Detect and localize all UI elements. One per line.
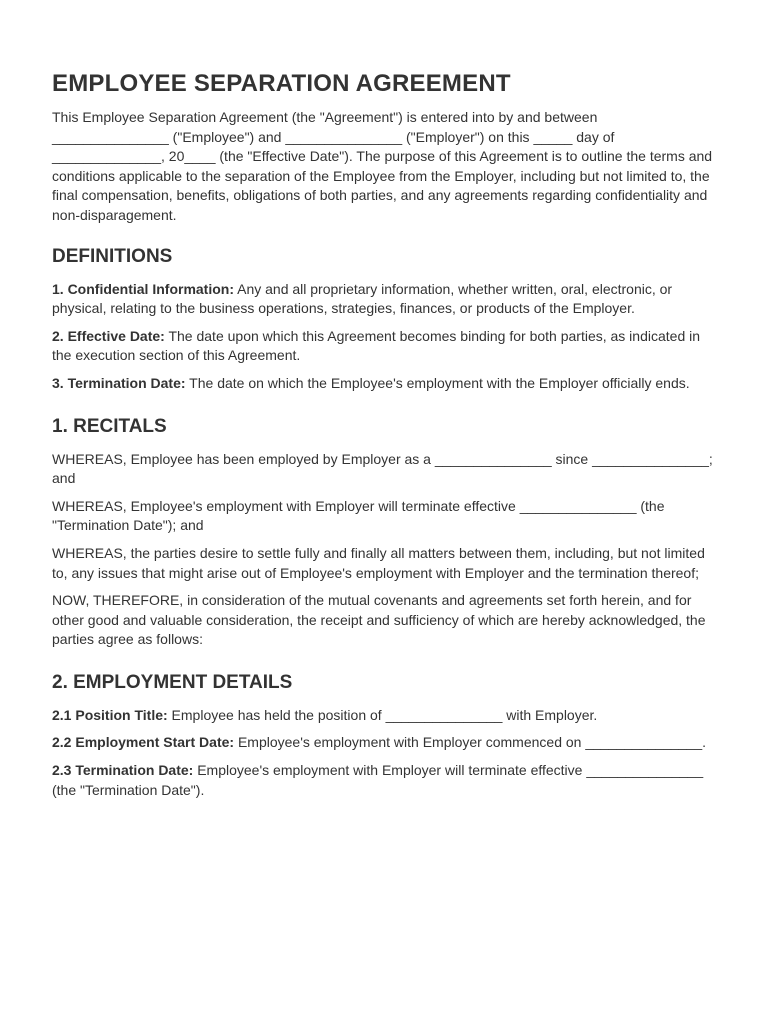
employment-item bbox=[52, 761, 718, 800]
recital-paragraph: WHEREAS, Employee's employment with Employer will terminate effective _______________ (the "Termination Date"); and bbox=[52, 497, 665, 534]
employment-heading: 2. EMPLOYMENT DETAILS bbox=[52, 671, 293, 693]
employment-term: 2.3 Termination Date: bbox=[52, 762, 194, 779]
definition-item bbox=[52, 280, 718, 319]
employment-text: Employee's employment with Employer commenced on _______________. bbox=[234, 734, 707, 751]
recitals-heading: 1. RECITALS bbox=[52, 415, 167, 437]
definitions-heading: DEFINITIONS bbox=[52, 245, 173, 267]
recital-paragraph: NOW, THEREFORE, in consideration of the mutual covenants and agreements set forth herein, and for other good and valuable consideration, the receipt and sufficiency of which are hereby acknowledged, the parties agree as follows: bbox=[52, 592, 706, 648]
definition-text: The date upon which this Agreement becomes binding for both parties, as indicated in the execution section of this Agreement. bbox=[52, 327, 701, 364]
recital-paragraph: WHEREAS, the parties desire to settle fully and finally all matters between them, including, but not limited to, any issues that might arise out of Employee's employment with Employer and the termination thereof; bbox=[52, 544, 705, 581]
employment-term: 2.2 Employment Start Date: bbox=[52, 734, 235, 751]
employment-text: Employee's employment with Employer will terminate effective _______________ (the "Termination Date"). bbox=[52, 762, 704, 798]
definition-term: 1. Confidential Information: bbox=[52, 280, 234, 297]
definition-item bbox=[52, 374, 718, 394]
document-title: EMPLOYEE SEPARATION AGREEMENT bbox=[52, 70, 511, 97]
definition-text: The date on which the Employee's employment with the Employer officially ends. bbox=[185, 374, 690, 391]
employment-term: 2.1 Position Title: bbox=[52, 706, 168, 723]
definition-term: 2. Effective Date: bbox=[52, 327, 165, 344]
definition-text: Any and all proprietary information, whether written, oral, electronic, or physical, relating to the business operations, strategies, finances, or products of the Employer. bbox=[52, 280, 673, 317]
employment-item bbox=[52, 706, 718, 726]
definition-term: 3. Termination Date: bbox=[52, 374, 186, 391]
employment-item bbox=[52, 733, 718, 753]
recital-paragraph: WHEREAS, Employee has been employed by Employer as a _______________ since _______________; and bbox=[52, 450, 713, 487]
intro-paragraph: This Employee Separation Agreement (the "Agreement") is entered into by and between _______________ ("Employee") and _______________ ("Employer") on this _____ day of ______________, 20____ (the "Effective Date"). The purpose of this Agreement is to outline the terms and conditions applicable to the separation of the Employee from the Employer, including but not limited to, the final compensation, benefits, obligations of both parties, and any agreements regarding confidentiality and non-disparagement. bbox=[52, 109, 713, 223]
definition-item bbox=[52, 327, 718, 366]
employment-text: Employee has held the position of _______________ with Employer. bbox=[167, 706, 598, 723]
